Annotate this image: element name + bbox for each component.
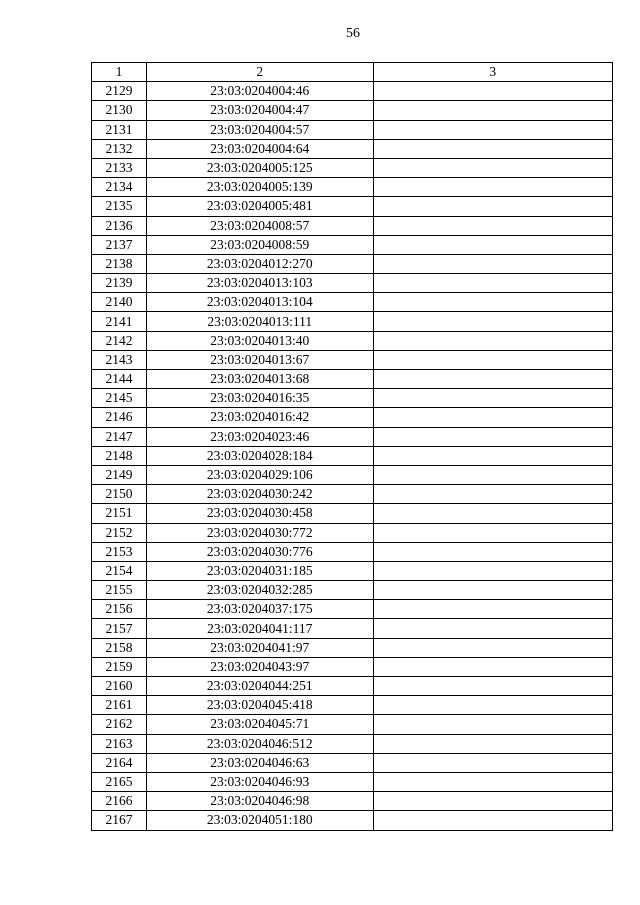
- table-row: [92, 657, 613, 676]
- cadastral-number-cell: 23:03:0204012:270: [147, 254, 373, 273]
- table-row: [92, 811, 613, 830]
- table-row: [92, 312, 613, 331]
- cadastral-number-cell: 23:03:0204004:46: [147, 82, 373, 101]
- table-row: [92, 389, 613, 408]
- table-row: [92, 101, 613, 120]
- cadastral-number-cell: 23:03:0204031:185: [147, 561, 373, 580]
- note-cell: [373, 158, 612, 177]
- table-row: [92, 561, 613, 580]
- cadastral-number-cell: 23:03:0204005:139: [147, 178, 373, 197]
- table-row: [92, 197, 613, 216]
- row-number-cell: 2155: [92, 581, 147, 600]
- cadastral-number-cell: 23:03:0204013:68: [147, 370, 373, 389]
- note-cell: [373, 254, 612, 273]
- header-cell-3: 3: [373, 63, 612, 82]
- page-number: 56: [346, 26, 360, 41]
- table-row: [92, 619, 613, 638]
- row-number-cell: 2146: [92, 408, 147, 427]
- row-number-cell: 2152: [92, 523, 147, 542]
- note-cell: [373, 446, 612, 465]
- note-cell: [373, 178, 612, 197]
- row-number-cell: 2138: [92, 254, 147, 273]
- table-row: [92, 427, 613, 446]
- note-cell: [373, 274, 612, 293]
- note-cell: [373, 197, 612, 216]
- cadastral-number-cell: 23:03:0204046:93: [147, 772, 373, 791]
- row-number-cell: 2134: [92, 178, 147, 197]
- row-number-cell: 2132: [92, 139, 147, 158]
- cadastral-number-cell: 23:03:0204041:117: [147, 619, 373, 638]
- note-cell: [373, 581, 612, 600]
- table-row: [92, 408, 613, 427]
- note-cell: [373, 101, 612, 120]
- table-row: [92, 638, 613, 657]
- table-row: [92, 504, 613, 523]
- cadastral-number-cell: 23:03:0204004:57: [147, 120, 373, 139]
- table-row: [92, 293, 613, 312]
- table-row: [92, 120, 613, 139]
- row-number-cell: 2165: [92, 772, 147, 791]
- cadastral-number-cell: 23:03:0204029:106: [147, 465, 373, 484]
- table-row: [92, 542, 613, 561]
- cadastral-number-cell: 23:03:0204045:418: [147, 696, 373, 715]
- cadastral-number-cell: 23:03:0204013:103: [147, 274, 373, 293]
- table-row: [92, 581, 613, 600]
- note-cell: [373, 504, 612, 523]
- cadastral-number-cell: 23:03:0204008:57: [147, 216, 373, 235]
- row-number-cell: 2161: [92, 696, 147, 715]
- row-number-cell: 2153: [92, 542, 147, 561]
- cadastral-number-cell: 23:03:0204005:481: [147, 197, 373, 216]
- row-number-cell: 2131: [92, 120, 147, 139]
- row-number-cell: 2167: [92, 811, 147, 830]
- row-number-cell: 2163: [92, 734, 147, 753]
- note-cell: [373, 561, 612, 580]
- cadastral-number-cell: 23:03:0204008:59: [147, 235, 373, 254]
- table-row: [92, 370, 613, 389]
- table-row: [92, 350, 613, 369]
- table-row: [92, 677, 613, 696]
- row-number-cell: 2160: [92, 677, 147, 696]
- row-number-cell: 2156: [92, 600, 147, 619]
- row-number-cell: 2166: [92, 792, 147, 811]
- table-row: [92, 600, 613, 619]
- data-table: [91, 62, 613, 831]
- table-row: [92, 523, 613, 542]
- note-cell: [373, 120, 612, 139]
- cadastral-number-cell: 23:03:0204013:67: [147, 350, 373, 369]
- header-cell-2: 2: [147, 63, 373, 82]
- table-row: [92, 446, 613, 465]
- note-cell: [373, 82, 612, 101]
- cadastral-number-cell: 23:03:0204045:71: [147, 715, 373, 734]
- note-cell: [373, 638, 612, 657]
- note-cell: [373, 408, 612, 427]
- row-number-cell: 2145: [92, 389, 147, 408]
- cadastral-number-cell: 23:03:0204013:111: [147, 312, 373, 331]
- table-body: [92, 82, 613, 830]
- note-cell: [373, 312, 612, 331]
- cadastral-number-cell: 23:03:0204046:98: [147, 792, 373, 811]
- cadastral-number-cell: 23:03:0204016:42: [147, 408, 373, 427]
- cadastral-number-cell: 23:03:0204043:97: [147, 657, 373, 676]
- row-number-cell: 2129: [92, 82, 147, 101]
- cadastral-number-cell: 23:03:0204005:125: [147, 158, 373, 177]
- note-cell: [373, 772, 612, 791]
- row-number-cell: 2154: [92, 561, 147, 580]
- cadastral-number-cell: 23:03:0204030:242: [147, 485, 373, 504]
- row-number-cell: 2144: [92, 370, 147, 389]
- row-number-cell: 2164: [92, 753, 147, 772]
- cadastral-number-cell: 23:03:0204032:285: [147, 581, 373, 600]
- table-row: [92, 772, 613, 791]
- note-cell: [373, 677, 612, 696]
- row-number-cell: 2158: [92, 638, 147, 657]
- cadastral-number-cell: 23:03:0204046:63: [147, 753, 373, 772]
- table-header-row: [92, 63, 613, 82]
- table-row: [92, 331, 613, 350]
- row-number-cell: 2137: [92, 235, 147, 254]
- cadastral-number-cell: 23:03:0204030:776: [147, 542, 373, 561]
- note-cell: [373, 600, 612, 619]
- row-number-cell: 2141: [92, 312, 147, 331]
- table-row: [92, 485, 613, 504]
- row-number-cell: 2159: [92, 657, 147, 676]
- cadastral-number-cell: 23:03:0204037:175: [147, 600, 373, 619]
- table-row: [92, 216, 613, 235]
- table-row: [92, 274, 613, 293]
- cadastral-number-cell: 23:03:0204016:35: [147, 389, 373, 408]
- table-row: [92, 792, 613, 811]
- row-number-cell: 2135: [92, 197, 147, 216]
- row-number-cell: 2150: [92, 485, 147, 504]
- row-number-cell: 2139: [92, 274, 147, 293]
- row-number-cell: 2151: [92, 504, 147, 523]
- note-cell: [373, 696, 612, 715]
- cadastral-number-cell: 23:03:0204046:512: [147, 734, 373, 753]
- note-cell: [373, 523, 612, 542]
- row-number-cell: 2162: [92, 715, 147, 734]
- table-header: [92, 63, 613, 82]
- note-cell: [373, 465, 612, 484]
- table-row: [92, 158, 613, 177]
- table-row: [92, 715, 613, 734]
- cadastral-number-cell: 23:03:0204030:772: [147, 523, 373, 542]
- note-cell: [373, 389, 612, 408]
- note-cell: [373, 715, 612, 734]
- note-cell: [373, 370, 612, 389]
- cadastral-number-cell: 23:03:0204004:64: [147, 139, 373, 158]
- table-row: [92, 178, 613, 197]
- note-cell: [373, 427, 612, 446]
- cadastral-number-cell: 23:03:0204041:97: [147, 638, 373, 657]
- note-cell: [373, 619, 612, 638]
- table-row: [92, 465, 613, 484]
- note-cell: [373, 139, 612, 158]
- cadastral-number-cell: 23:03:0204051:180: [147, 811, 373, 830]
- row-number-cell: 2140: [92, 293, 147, 312]
- note-cell: [373, 235, 612, 254]
- cadastral-number-cell: 23:03:0204013:40: [147, 331, 373, 350]
- table-row: [92, 753, 613, 772]
- cadastral-number-cell: 23:03:0204004:47: [147, 101, 373, 120]
- row-number-cell: 2157: [92, 619, 147, 638]
- cadastral-number-cell: 23:03:0204013:104: [147, 293, 373, 312]
- note-cell: [373, 734, 612, 753]
- row-number-cell: 2142: [92, 331, 147, 350]
- row-number-cell: 2148: [92, 446, 147, 465]
- note-cell: [373, 485, 612, 504]
- note-cell: [373, 331, 612, 350]
- row-number-cell: 2143: [92, 350, 147, 369]
- note-cell: [373, 542, 612, 561]
- note-cell: [373, 753, 612, 772]
- cadastral-number-cell: 23:03:0204030:458: [147, 504, 373, 523]
- note-cell: [373, 293, 612, 312]
- table-row: [92, 254, 613, 273]
- table-row: [92, 734, 613, 753]
- row-number-cell: 2149: [92, 465, 147, 484]
- table-row: [92, 235, 613, 254]
- table-row: [92, 696, 613, 715]
- cadastral-number-cell: 23:03:0204044:251: [147, 677, 373, 696]
- cadastral-number-cell: 23:03:0204023:46: [147, 427, 373, 446]
- table-row: [92, 82, 613, 101]
- row-number-cell: 2136: [92, 216, 147, 235]
- note-cell: [373, 216, 612, 235]
- row-number-cell: 2130: [92, 101, 147, 120]
- cadastral-number-cell: 23:03:0204028:184: [147, 446, 373, 465]
- note-cell: [373, 350, 612, 369]
- note-cell: [373, 657, 612, 676]
- note-cell: [373, 792, 612, 811]
- note-cell: [373, 811, 612, 830]
- row-number-cell: 2133: [92, 158, 147, 177]
- row-number-cell: 2147: [92, 427, 147, 446]
- header-cell-1: 1: [92, 63, 147, 82]
- table-row: [92, 139, 613, 158]
